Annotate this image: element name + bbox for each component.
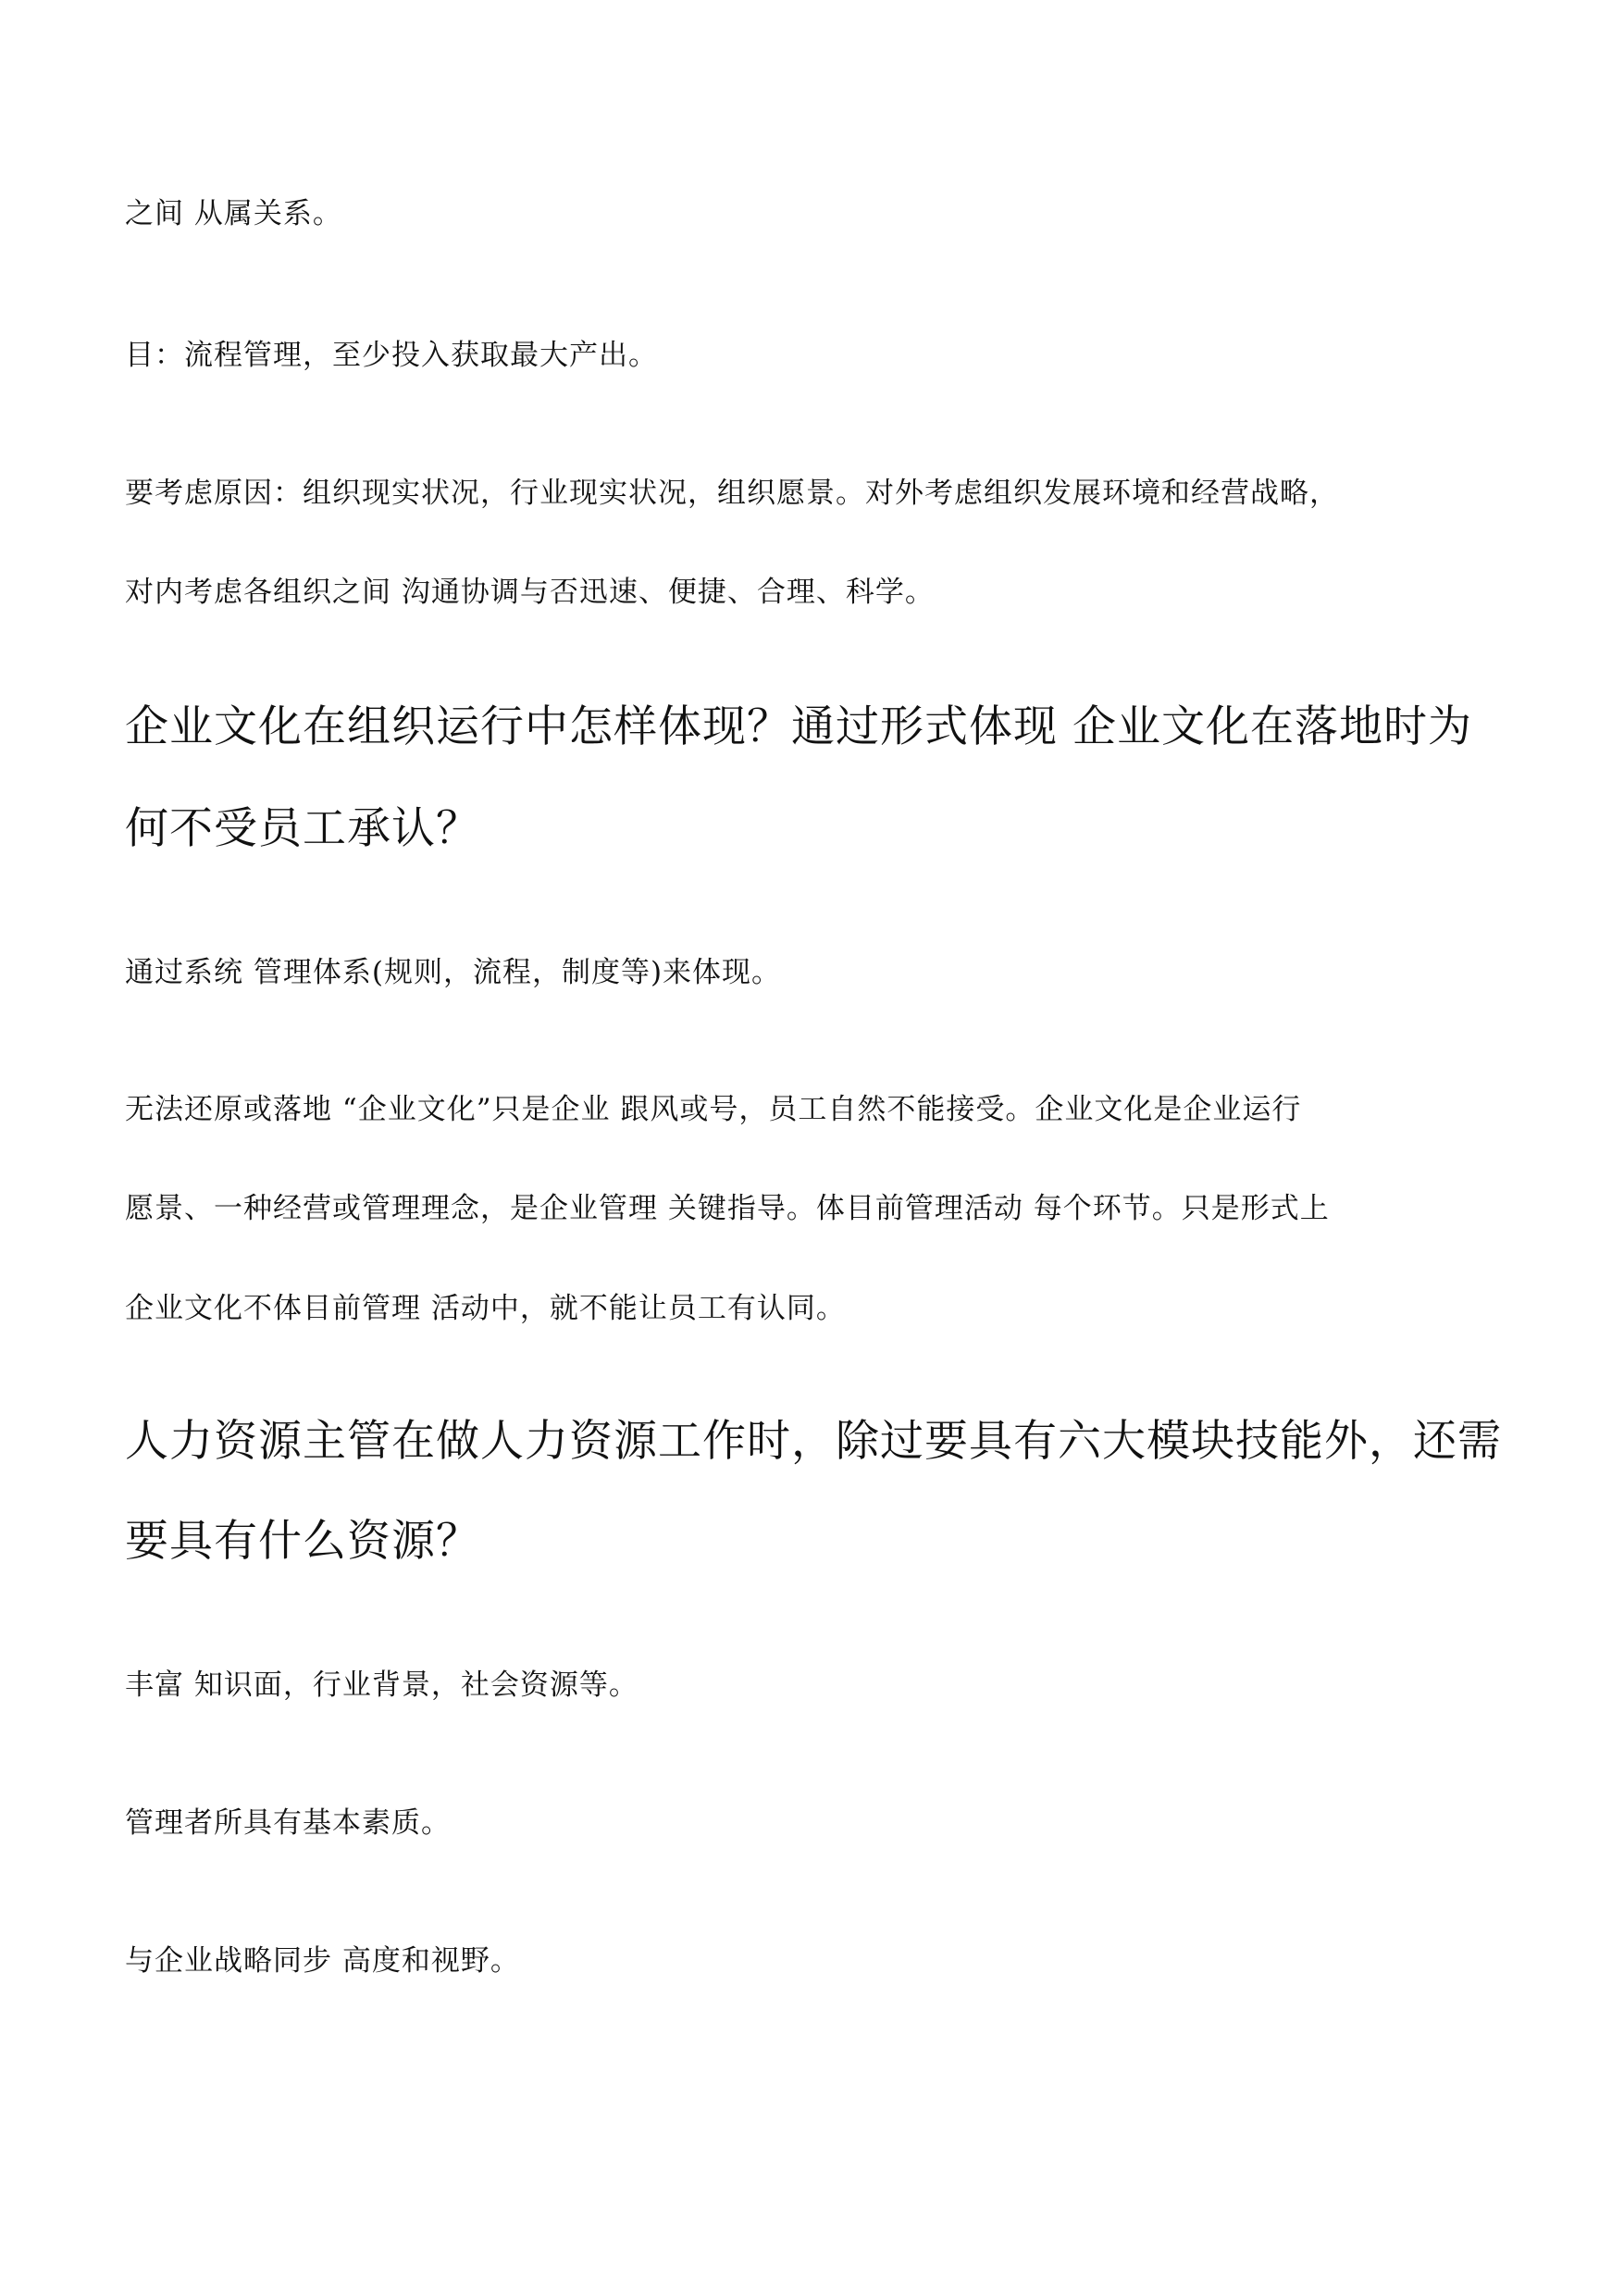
body-line-factors: 要考虑原因：组织现实状况，行业现实状况，组织愿景。对外考虑组织发展环境和经营战略， bbox=[125, 477, 1339, 510]
heading-corporate-culture-continued: 何不受员工承认？ bbox=[125, 803, 480, 854]
body-line-knowledge: 丰富 知识面，行业背景，社会资源等。 bbox=[125, 1669, 638, 1702]
body-line-strategy-vision: 与企业战略同步 高度和视野。 bbox=[125, 1944, 520, 1978]
body-line-management-system: 通过系统 管理体系(规则，流程，制度等)来体现。 bbox=[125, 956, 782, 989]
body-line-culture-guidance: 愿景、一种经营或管理理念，是企业管理 关键指导。体目前管理活动 每个环节。只是形式上 bbox=[125, 1192, 1330, 1225]
body-line-manager-qualities: 管理者所具有基本素质。 bbox=[125, 1806, 451, 1840]
body-line-internal-communication: 对内考虑各组织之间 沟通协调与否迅速、便捷、合理、科学。 bbox=[125, 576, 935, 609]
heading-hr-manager-resources-continued: 要具有什么资源？ bbox=[125, 1516, 480, 1567]
body-line-culture-recognition: 企业文化不体目前管理 活动中，就不能让员工有认同。 bbox=[125, 1292, 846, 1325]
body-line-relationship: 之间 从属关系。 bbox=[125, 197, 342, 230]
heading-corporate-culture: 企业文化在组织运行中怎样体现？通过形式体现 企业文化在落地时为 bbox=[125, 701, 1472, 752]
body-line-culture-not-landed: 无法还原或落地 “企业文化”只是企业 跟风或号，员工自然不能接受。企业文化是企业运行 bbox=[125, 1093, 1302, 1126]
body-line-purpose: 目：流程管理，至少投入获取最大产出。 bbox=[125, 339, 658, 372]
heading-hr-manager-resources: 人力资源主管在做人力资源工作时，除过要具有六大模块技能外，还需 bbox=[125, 1416, 1502, 1467]
